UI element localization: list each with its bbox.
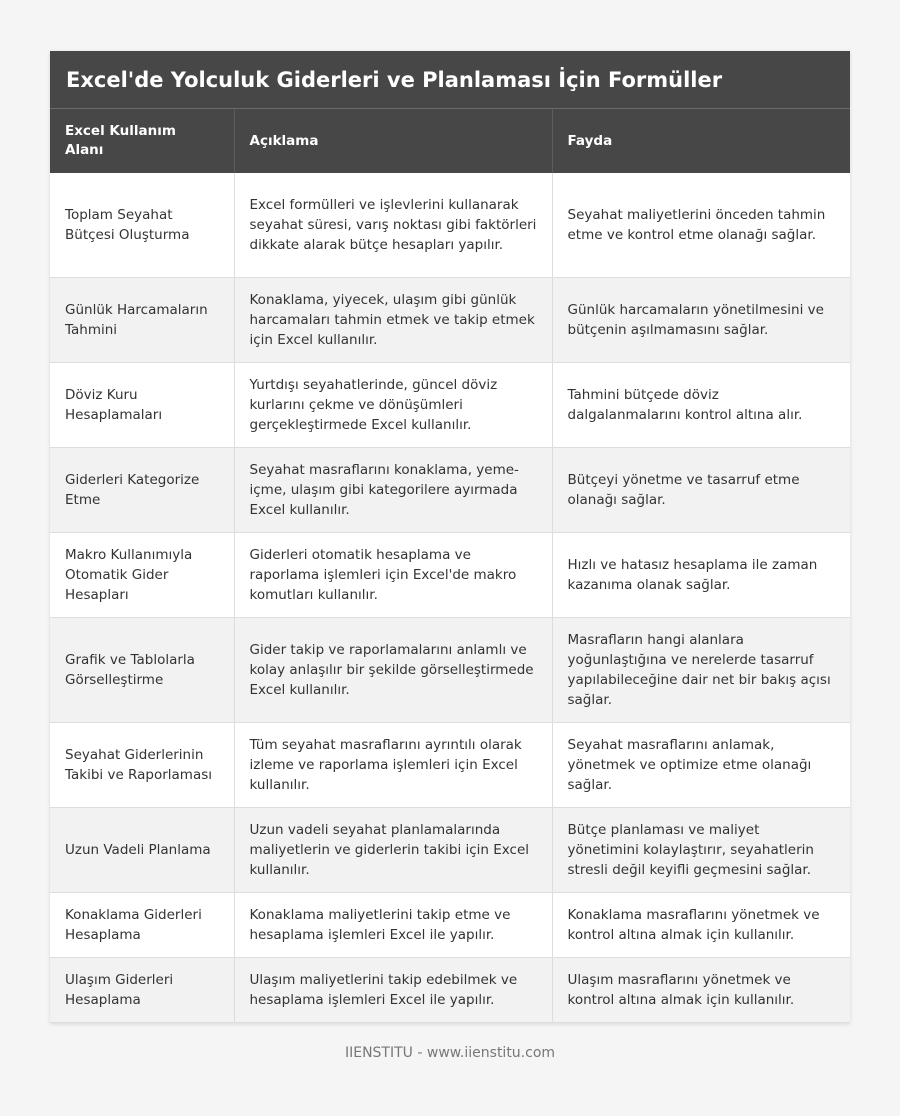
cell-usage-area: Toplam Seyahat Bütçesi Oluşturma bbox=[50, 173, 234, 277]
column-header-benefit: Fayda bbox=[552, 109, 850, 173]
table-row bbox=[50, 362, 850, 447]
cell-benefit: Günlük harcamaların yönetilmesini ve bütçenin aşılmamasını sağlar. bbox=[552, 277, 850, 362]
cell-benefit: Bütçe planlaması ve maliyet yönetimini kolaylaştırır, seyahatlerin stresli değil keyifli geçmesini sağlar. bbox=[552, 807, 850, 892]
table-row bbox=[50, 892, 850, 957]
title-bar bbox=[50, 51, 850, 109]
cell-description: Seyahat masraflarını konaklama, yeme-içme, ulaşım gibi kategorilere ayırmada Excel kullanılır. bbox=[234, 447, 552, 532]
cell-usage-area: Makro Kullanımıyla Otomatik Gider Hesapları bbox=[50, 532, 234, 617]
table-card bbox=[50, 51, 850, 1023]
table-body bbox=[50, 173, 850, 1022]
cell-usage-area: Seyahat Giderlerinin Takibi ve Raporlaması bbox=[50, 722, 234, 807]
table-row bbox=[50, 277, 850, 362]
table-row bbox=[50, 957, 850, 1022]
column-header-description: Açıklama bbox=[234, 109, 552, 173]
cell-benefit: Hızlı ve hatasız hesaplama ile zaman kazanıma olanak sağlar. bbox=[552, 532, 850, 617]
cell-usage-area: Günlük Harcamaların Tahmini bbox=[50, 277, 234, 362]
cell-usage-area: Döviz Kuru Hesaplamaları bbox=[50, 362, 234, 447]
data-table bbox=[50, 109, 850, 1023]
cell-benefit: Tahmini bütçede döviz dalgalanmalarını kontrol altına alır. bbox=[552, 362, 850, 447]
table-row bbox=[50, 617, 850, 722]
header-row bbox=[50, 109, 850, 173]
cell-benefit: Ulaşım masraflarını yönetmek ve kontrol altına almak için kullanılır. bbox=[552, 957, 850, 1022]
column-header-usage-area: Excel Kullanım Alanı bbox=[50, 109, 234, 173]
cell-benefit: Masrafların hangi alanlara yoğunlaştığına ve nerelerde tasarruf yapılabileceğine dair net bir bakış açısı sağlar. bbox=[552, 617, 850, 722]
table-row bbox=[50, 722, 850, 807]
table-title: Excel'de Yolculuk Giderleri ve Planlaması İçin Formüller bbox=[66, 67, 723, 92]
cell-description: Excel formülleri ve işlevlerini kullanarak seyahat süresi, varış noktası gibi faktörleri dikkate alarak bütçe hesapları yapılır. bbox=[234, 173, 552, 277]
cell-usage-area: Ulaşım Giderleri Hesaplama bbox=[50, 957, 234, 1022]
table-row bbox=[50, 173, 850, 277]
cell-usage-area: Uzun Vadeli Planlama bbox=[50, 807, 234, 892]
cell-description: Konaklama maliyetlerini takip etme ve hesaplama işlemleri Excel ile yapılır. bbox=[234, 892, 552, 957]
cell-benefit: Seyahat masraflarını anlamak, yönetmek ve optimize etme olanağı sağlar. bbox=[552, 722, 850, 807]
cell-description: Giderleri otomatik hesaplama ve raporlama işlemleri için Excel'de makro komutları kullanılır. bbox=[234, 532, 552, 617]
footer-credit: IIENSTITU - www.iienstitu.com bbox=[344, 1045, 556, 1061]
cell-usage-area: Konaklama Giderleri Hesaplama bbox=[50, 892, 234, 957]
cell-benefit: Bütçeyi yönetme ve tasarruf etme olanağı sağlar. bbox=[552, 447, 850, 532]
cell-description: Ulaşım maliyetlerini takip edebilmek ve hesaplama işlemleri Excel ile yapılır. bbox=[234, 957, 552, 1022]
cell-usage-area: Grafik ve Tablolarla Görselleştirme bbox=[50, 617, 234, 722]
cell-description: Yurtdışı seyahatlerinde, güncel döviz kurlarını çekme ve dönüşümleri gerçekleştirmede Excel kullanılır. bbox=[234, 362, 552, 447]
cell-description: Uzun vadeli seyahat planlamalarında maliyetlerin ve giderlerin takibi için Excel kullanılır. bbox=[234, 807, 552, 892]
cell-description: Konaklama, yiyecek, ulaşım gibi günlük harcamaları tahmin etmek ve takip etmek için Excel kullanılır. bbox=[234, 277, 552, 362]
table-row bbox=[50, 532, 850, 617]
cell-benefit: Seyahat maliyetlerini önceden tahmin etme ve kontrol etme olanağı sağlar. bbox=[552, 173, 850, 277]
cell-benefit: Konaklama masraflarını yönetmek ve kontrol altına almak için kullanılır. bbox=[552, 892, 850, 957]
table-row bbox=[50, 447, 850, 532]
cell-description: Tüm seyahat masraflarını ayrıntılı olarak izleme ve raporlama işlemleri için Excel kullanılır. bbox=[234, 722, 552, 807]
table-header bbox=[50, 109, 850, 173]
table-row bbox=[50, 807, 850, 892]
cell-description: Gider takip ve raporlamalarını anlamlı ve kolay anlaşılır bir şekilde görselleştirmede Excel kullanılır. bbox=[234, 617, 552, 722]
cell-usage-area: Giderleri Kategorize Etme bbox=[50, 447, 234, 532]
